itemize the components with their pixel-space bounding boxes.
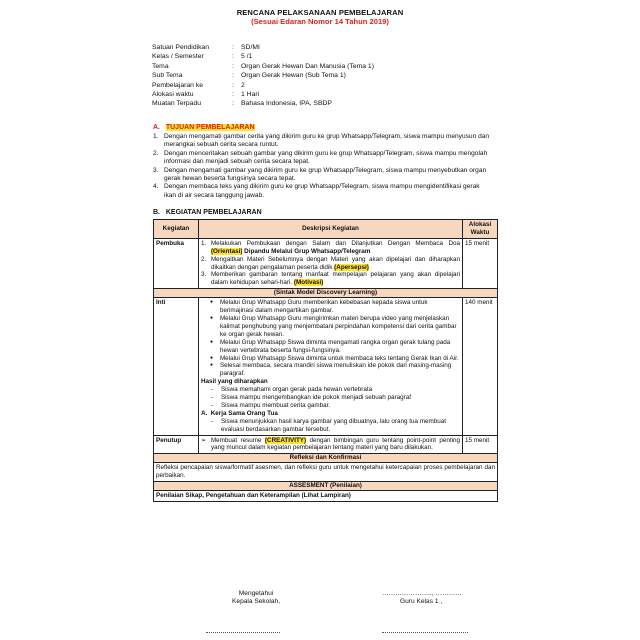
meta-row: Pembelajaran ke : 2 (152, 81, 245, 89)
section-a-label: A. (153, 124, 160, 131)
meta-row: Kelas / Semester : 5 /1 (152, 53, 253, 61)
pembuka-description (198, 238, 462, 288)
table-row-inti (154, 298, 498, 435)
section-b-heading (153, 209, 262, 216)
list-item: 4. Dengan membaca teks yang dikirim guru ke grup Whatsapp/Telegram, siswa mampu mengidentifikasi gerak ikan di air secara tanggung jawab. (153, 183, 480, 199)
meta-value: 1 Hari (241, 91, 260, 99)
signature-line-right (382, 632, 468, 633)
meta-key: Kelas / Semester (152, 53, 204, 61)
header-alokasi: Alokasi Waktu (463, 220, 498, 239)
meta-value: 5 /1 (241, 53, 253, 61)
meta-key: Pembelajaran ke (152, 81, 204, 89)
arrow-bullet-icon: ➢ (200, 436, 207, 444)
time-inti: 140 menit (463, 298, 498, 435)
meta-value: SD/MI (241, 44, 260, 51)
meta-key: Muatan Terpadu (152, 100, 201, 108)
objectives-list (153, 133, 493, 200)
inti-description (198, 298, 462, 435)
table-row-assesment (154, 491, 498, 502)
list-item: ● Melalui Grup Whatsapp Guru mengirimkan materi berupa video yang menjelaskan kalimat penghubung yang menjembatani perpindahan kompetensi dari cerita gambar ke organ gerak hewan. (209, 314, 457, 338)
list-item: 1. Melakukan Pembukaan dengan Salam dan Dilanjutkan Dengan Membaca Doa (Orientasi) Dipandu Melalui Grup Whatsapp/Telegram (200, 239, 461, 255)
refleksi-text: Refleksi pencapaian siswa/formatif asesmen, dan refleksi guru untuk mengetahui ketercapaian proses pembelajaran dan perbaikan. (154, 463, 498, 482)
meta-key: Satuan Pendidikan (152, 44, 210, 51)
meta-row: Sub Tema : Organ Gerak Hewan (Sub Tema 1) (152, 72, 346, 80)
sintak-band: (Sintak Model Discovery Learning) (154, 289, 498, 298)
section-b-title: KEGIATAN PEMBELAJARAN (165, 209, 262, 216)
document-title: RENCANA PELAKSANAAN PEMBELAJARAN (236, 8, 404, 17)
kerja-heading: A. Kerja Sama Orang Tua (200, 409, 278, 417)
meta-row: Alokasi waktu : 1 Hari (152, 91, 260, 99)
meta-row: Tema : Organ Gerak Hewan Dan Manusia (Tema 1) (152, 62, 374, 70)
list-item: 3. Memberikan gambaran tentang manfaat mempelajari pelajaran yang akan dipelajari dalam kehidupan sehari-hari. (Motivasi) (200, 271, 461, 287)
meta-value: 2 (241, 81, 245, 89)
header-deskripsi: Deskripsi Kegiatan (198, 220, 462, 239)
list-item: - Siswa memahami organ gerak pada hewan vertebrata (210, 386, 373, 394)
table-band-row (154, 454, 498, 463)
table-row-penutup (154, 435, 498, 454)
section-a-title: TUJUAN PEMBELAJARAN (165, 124, 255, 131)
meta-row: Satuan Pendidikan : SD/MI (152, 44, 260, 51)
table-header-row (154, 220, 498, 239)
list-item: - Siswa mampu mengembangkan ide pokok menjadi sebuah paragraf (210, 394, 412, 402)
identity-block (152, 43, 374, 109)
table-band-row (154, 482, 498, 491)
list-item: 3. Dengan mengamati gambar yang dikirim guru ke grup Whatsapp/Telegram, siswa mampu menyebutkan organ gerak hewan beserta fungsinya secara tepat. (153, 166, 487, 183)
time-pembuka: 15 menit (463, 238, 498, 288)
penutup-description (198, 435, 462, 454)
table-row-pembuka (154, 238, 498, 288)
header-kegiatan: Kegiatan (154, 220, 199, 239)
list-item: ● Selesai membaca, secara mandiri siswa menuliskan ide pokok dari masing-masing paragraf. (209, 362, 452, 378)
refleksi-band: Refleksi dan Konfirmasi (154, 454, 498, 463)
list-item: 2. Mengaitkan Materi Sebelumnya dengan Materi yang akan dipelajari dan diharapkan dikaitkan dengan pengalaman peserta didik (Apersepsi) (200, 255, 461, 271)
assesment-text: Penilaian Sikap, Pengetahuan dan Keterampilan (Lihat Lampiran) (154, 491, 498, 502)
meta-value: Bahasa Indonesia, IPA, SBDP (241, 100, 332, 108)
document-subtitle: (Sesuai Edaran Nomor 14 Tahun 2019) (251, 17, 389, 26)
signature-line-left (206, 632, 280, 633)
list-item: - Siswa menunjukkan hasil karya gambar yang dibuatnya, lalu orang tua membuat evaluasi berdasarkan gambar tersebut. (210, 417, 447, 433)
stage-penutup: Penutup (154, 435, 199, 454)
list-item: 1. Dengan mengamati gambar cerita yang dikirim guru ke grup Whatsapp/Telegram, siswa mampu menyusun dan merangkai sebuah cerita secara runtut. (153, 133, 490, 149)
section-a-heading (153, 124, 255, 131)
list-item: ● Melalui Grup Whatsapp Siswa diminta untuk membaca teks tentang Gerak Ikan di Air. (209, 354, 459, 362)
signature-left: Mengetahui Kepala Sekolah, (232, 590, 281, 606)
list-item: 2. Dengan menceritakan sebuah gambar yang dikirim guru ke grup Whatsapp/Telegram, siswa mampu mengolah informasi dan menjadi sebuah cerita secara tepat. (153, 149, 488, 166)
assesment-band: ASSESMENT (Penilaian) (154, 482, 498, 491)
section-b-label: B. (153, 209, 160, 216)
activities-table (153, 219, 498, 502)
list-item: ● Melalui Grup Whatsapp Siswa diminta mengamati rangka organ gerak tulang pada hewan vertebrata beserta fungsi-fungsinya. (209, 338, 451, 354)
meta-key: Alokasi waktu (152, 91, 194, 99)
meta-key: Tema (152, 62, 169, 70)
table-row-refleksi (154, 463, 498, 482)
hasil-heading: Hasil yang diharapkan (200, 378, 268, 386)
stage-pembuka: Pembuka (154, 238, 199, 288)
time-penutup: 15 menit (463, 435, 498, 454)
signature-right: ………………….., ………… Guru Kelas 1 , (382, 590, 462, 606)
list-item: ➢ Membuat resume (CREATIVITY) dengan bimbingan guru tentang point-point penting yang muncul dalam kegiatan pembelajaran tentang materi yang baru dilakukan. (200, 436, 461, 452)
list-item: ● Melalui Grup Whatsapp Guru memberikan kebebasan kepada siswa untuk berimajinasi dalam mengartikan gambar. (209, 299, 428, 315)
stage-inti: Inti (154, 298, 199, 435)
table-band-row (154, 289, 498, 298)
meta-value: Organ Gerak Hewan Dan Manusia (Tema 1) (241, 62, 374, 70)
meta-key: Sub Tema (152, 72, 183, 80)
meta-value: Organ Gerak Hewan (Sub Tema 1) (241, 72, 346, 80)
meta-row: Muatan Terpadu : Bahasa Indonesia, IPA, SBDP (152, 100, 332, 108)
list-item: - Siswa mampu membuat cerita gambar. (210, 401, 331, 409)
